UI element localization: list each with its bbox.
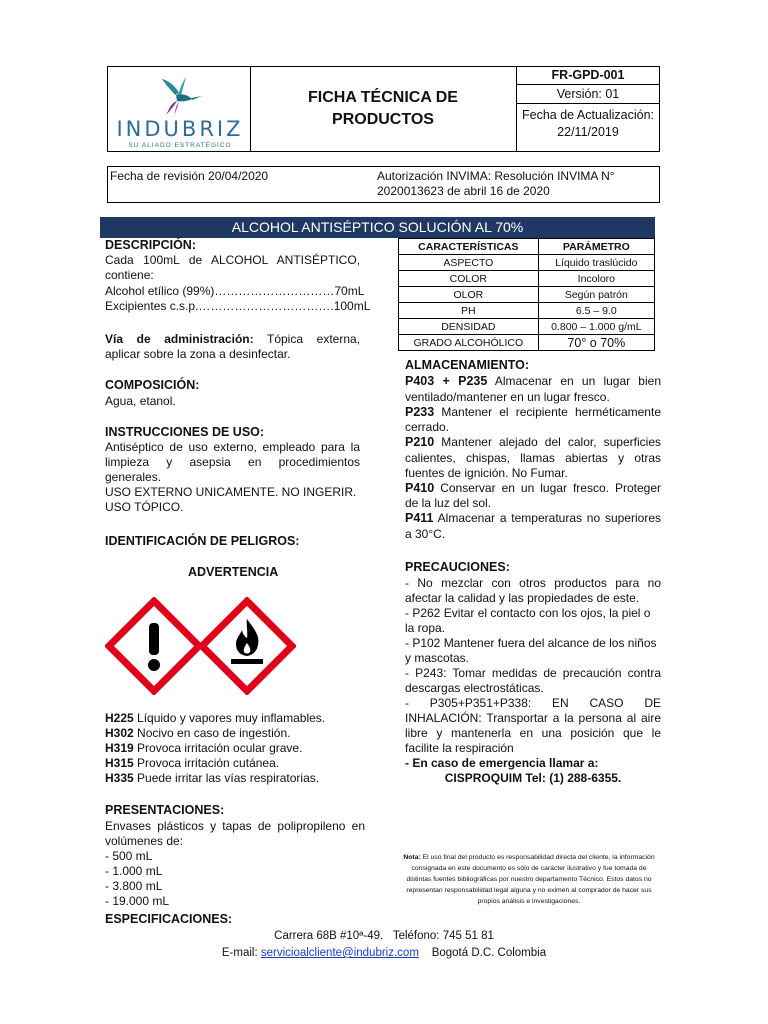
product-banner: ALCOHOL ANTISÉPTICO SOLUCIÓN AL 70% [100,217,655,238]
disclaimer-note [400,852,658,907]
signal-word: ADVERTENCIA [188,565,279,579]
presentaciones-title: PRESENTACIONES: [105,803,225,817]
title-line-2: PRODUCTOS [332,111,434,128]
phone: Teléfono: 745 51 81 [392,930,494,942]
invima-line-2: 2020013623 de abril 16 de 2020 [377,184,550,198]
table-cell: OLOR [399,287,539,303]
presentaciones-intro: Envases plásticos y tapas de polipropileno en [105,819,365,833]
presentacion-item: - 3.800 mL [105,879,163,893]
hazard-statements [105,711,365,786]
hazard-statement: H225 Líquido y vapores muy inflamables. [105,711,326,725]
instrucciones-line: generales. [105,470,162,484]
table-cell: ASPECTO [399,255,539,271]
storage-item: P210 Mantener alejado del calor, superficies calientes, chispas, llamas abiertas y otras fuentes de ignición. No Fumar. [405,435,661,480]
brand-tagline: SU ALIADO ESTRATÉGICO [128,142,232,149]
email-label: E-mail: [221,947,258,959]
via-text-1: Tópica externa, [253,332,360,346]
presentacion-item: - 1.000 mL [105,864,163,878]
almacenamiento-title: ALMACENAMIENTO: [405,358,530,372]
address: Carrera 68B #10ª-49. [274,930,384,942]
table-cell: 70° o 70% [538,335,654,351]
invima-line-1: Autorización INVIMA: Resolución INVIMA N° [377,169,615,183]
descripcion-line-2: contiene: [105,268,154,282]
instrucciones-line: Antiséptico de uso externo, empleado para la [105,440,360,454]
table-cell: 6.5 – 9.0 [538,303,654,319]
precauciones-list [405,576,661,786]
document-code: FR-GPD-001 [517,67,659,85]
table-row [399,271,655,287]
hazard-statement: H319 Provoca irritación ocular grave. [105,741,303,755]
table-row [399,287,655,303]
hummingbird-logo-icon [152,71,208,117]
precaution-item: - P305+P351+P338: EN CASO DE INHALACIÓN: Transportar a la persona al aire libre y mantenerla en una posición que le facilite la respiración [405,696,661,755]
instrucciones-text [105,440,360,515]
precaution-item: y mascotas. [405,651,470,665]
table-cell: Líquido traslúcido [538,255,654,271]
revision-date: Fecha de revisión 20/04/2020 [110,169,269,183]
instrucciones-line: limpieza y asepsia en procedimientos [105,455,360,469]
table-row [399,319,655,335]
exclamation-icon [105,597,203,695]
precaution-item: la ropa. [405,621,446,635]
footer-address [0,930,768,942]
cisproquim-phone: CISPROQUIM Tel: (1) 288-6355. [444,771,622,785]
storage-item: P411 Almacenar a temperaturas no superiores a 30°C. [405,511,661,541]
table-cell: DENSIDAD [399,319,539,335]
presentaciones-text [105,819,365,909]
logo-cell [108,67,251,151]
column-header: PARÁMETRO [538,239,654,255]
precauciones-title: PRECAUCIONES: [405,560,510,574]
peligros-title: IDENTIFICACIÓN DE PELIGROS: [105,534,300,548]
via-text-2: aplicar sobre la zona a desinfectar. [105,347,291,361]
city: Bogotá D.C. Colombia [431,947,547,959]
header-table [107,66,660,152]
instrucciones-line: USO TÓPICO. [105,500,184,514]
email-link[interactable]: servicioalcliente@indubriz.com [260,947,419,959]
update-date-cell [517,104,659,150]
table-header-row [399,239,655,255]
document-title [250,67,517,151]
footer-contact [0,947,768,959]
update-date: 22/11/2019 [557,125,619,139]
composicion-title: COMPOSICIÓN: [105,378,200,392]
table-cell: COLOR [399,271,539,287]
column-header: CARACTERÍSTICAS [399,239,539,255]
storage-item: P410 Conservar en un lugar fresco. Proteger de la luz del sol. [405,480,661,510]
descripcion-line-3: Alcohol etílico (99%)…………………………70mL [105,284,365,298]
table-row [399,303,655,319]
table-cell: Según patrón [538,287,654,303]
note-label: Nota: [403,854,421,861]
hazard-statement: H302 Nocivo en caso de ingestión. [105,726,291,740]
title-line-1: FICHA TÉCNICA DE [308,89,458,106]
update-label: Fecha de Actualización: [521,108,655,122]
via-administracion [105,332,360,362]
composicion-text: Agua, etanol. [105,394,176,408]
presentaciones-intro: volúmenes de: [105,834,184,848]
table-cell: GRADO ALCOHÓLICO [399,335,539,351]
characteristics-table [398,238,655,351]
descripcion-line-4: Excipientes c.s.p.…………………………….100mL [105,299,371,313]
almacenamiento-list [405,374,661,542]
presentacion-item: - 19.000 mL [105,894,170,908]
via-label: Vía de administración: [105,332,254,346]
instrucciones-title: INSTRUCCIONES DE USO: [105,425,265,439]
precaution-item: - No mezclar con otros productos para no afectar la calidad y las propiedades de este. [405,576,661,605]
hazard-statement: H335 Puede irritar las vías respiratorias. [105,771,320,785]
descripcion-line-1: Cada 100mL de ALCOHOL ANTISÉPTICO, [105,253,360,267]
presentacion-item: - 500 mL [105,849,153,863]
precaution-item: - P102 Mantener fuera del alcance de los niños [405,636,657,650]
descripcion-title: DESCRIPCIÓN: [105,238,196,252]
brand-name: INDUBRIZ [116,117,244,141]
instrucciones-line: USO EXTERNO UNICAMENTE. NO INGERIR. [105,485,357,499]
revision-box [107,166,660,203]
note-text: El uso final del producto es responsabilidad directa del cliente, la información consignada en este documento es sólo de carácter ilustrativo y fue tomada de distintas fuentes bibliográficas por nuestro departamento Técnico. Estos datos no representan responsabilidad legal alguna y no eximen al comprador de hacer sus propios análisis e investigaciones. [406,854,655,905]
flame-icon [198,597,296,695]
document-version: Versión: 01 [517,85,659,104]
table-cell: Incoloro [538,271,654,287]
storage-item: P233 Mantener el recipiente herméticamente cerrado. [405,404,661,434]
hazard-statement: H315 Provoca irritación cutánea. [105,756,280,770]
code-cell [517,67,659,151]
precaution-item: - P243: Tomar medidas de precaución contra descargas electrostáticas. [405,666,661,695]
table-cell: 0.800 – 1.000 g/mL [538,319,654,335]
table-cell: PH [399,303,539,319]
precaution-item: - P262 Evitar el contacto con los ojos, la piel o [405,606,651,620]
emergency-line: - En caso de emergencia llamar a: [405,756,599,770]
table-row [399,335,655,351]
especificaciones-title: ESPECIFICACIONES: [105,912,233,926]
table-row [399,255,655,271]
storage-item: P403 + P235 Almacenar en un lugar bien ventilado/mantener en un lugar fresco. [405,374,661,404]
